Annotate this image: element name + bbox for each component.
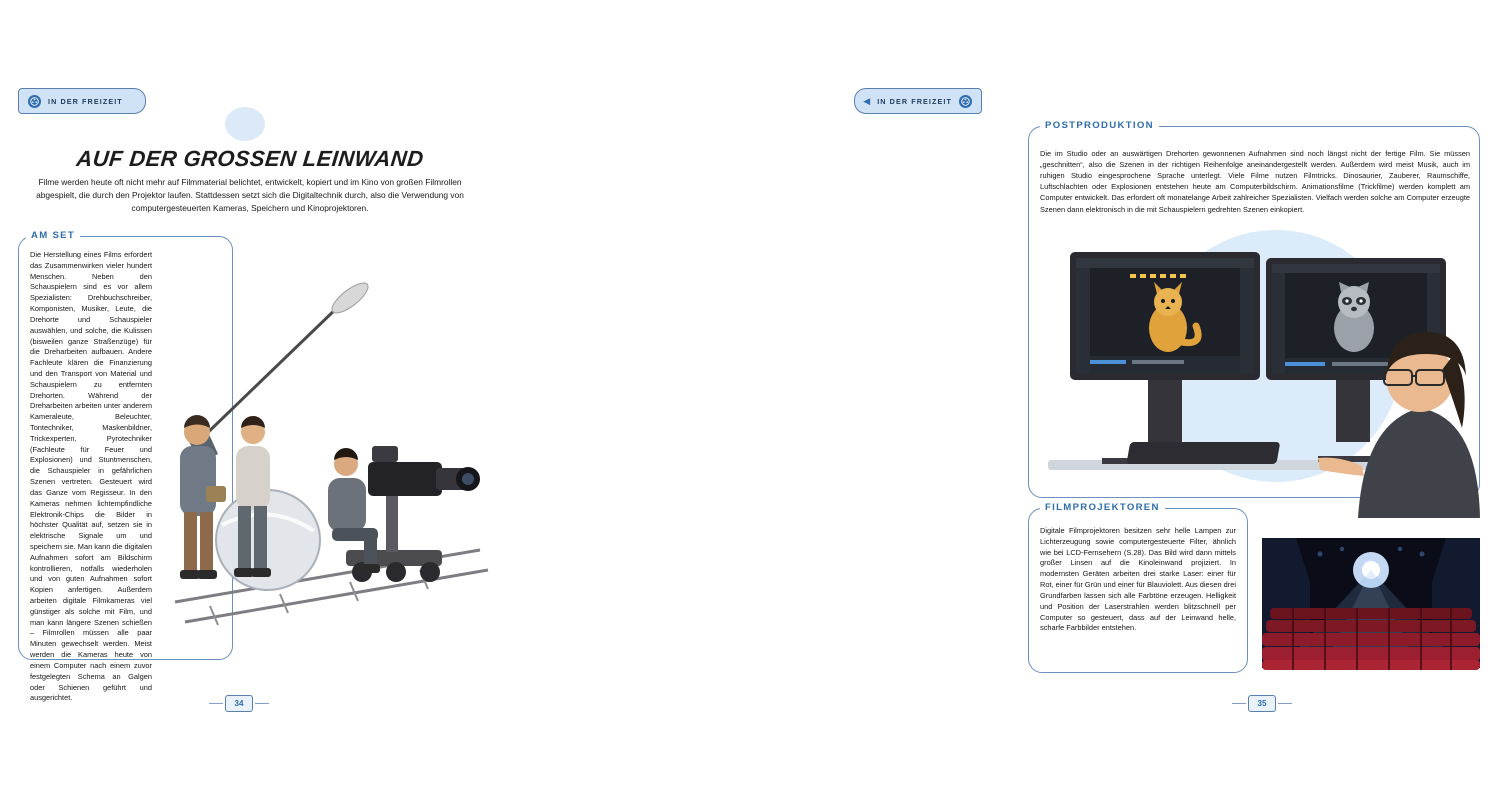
film-reel-icon <box>959 95 972 108</box>
section-ribbon-right[interactable] <box>854 88 982 114</box>
animation-workstation-illustration <box>1018 228 1488 518</box>
left-page <box>0 0 500 800</box>
right-page <box>500 0 1470 800</box>
cinema-auditorium-photo <box>1262 538 1480 668</box>
clapperboard-icon <box>222 101 268 143</box>
section-title-postproduktion: POSTPRODUKTION <box>1040 120 1159 131</box>
page-title: AUF DER GROSSEN LEINWAND <box>75 146 425 171</box>
ribbon-label-left: IN DER FREIZEIT <box>48 96 123 106</box>
page-number-right: 35 <box>1248 695 1276 712</box>
arrow-left-icon: ◀ <box>863 95 871 106</box>
intro-paragraph: Filme werden heute oft nicht mehr auf Filmmaterial belichtet, entwickelt, kopiert und im Kino von großen Filmrollen abgespielt, die durch den Projektor laufen. Stattdessen setzt sich die Digitaltechnik durch, also die Verwendung von computergesteuerten Kameras, Speichern und Kinoprojektoren. <box>36 177 464 213</box>
section-text-am-set: Die Herstellung eines Films erfordert das Zusammenwirken vieler hundert Menschen. Neben den Schauspielern sind es vor allem Spezialisten: Drehbuchschreiber, Komponisten, Musiker, Leute, die Drehorte und Schauspieler auswählen, und solche, die Kulissen (bisweilen ganze Straßenzüge) für die Dreharbeiten aufbauen. Andere Fachleute klären die Finanzierung und den Transport von Material und Schauspielern zu entfernten Drehorten. Während der Dreharbeiten arbeiten unter anderem Kameraleute, Beleuchter, Tontechniker, Maskenbildner, Trickexperten, Pyrotechniker (Fachleute für Feuer und Explosionen) und Stuntmenschen, die Schauspieler in gefährlichen Szenen vertreten. Gesteuert wird das Ganze vom Regisseur. In den Kameras nehmen lichtempfindliche Elektronik-Chips die Bilder in höchster Qualität auf, setzen sie in elektrische Signale um und speichern sie. Man kann die digitalen Aufnahmen sofort am Bildschirm kontrollieren, notfalls wiederholen und von guten Aufnahmen sofort Kopien anfertigen. Außerdem arbeiten digitale Filmkameras viel günstiger als solche mit Film, und man kann längere Szenen schießen – Filmrollen müssen alle paar Minuten gewechselt werden. Meist werden die Kameras heute von einem Computer nach einem zuvor festgelegten Schema an Galgen oder Schienen geführt und ausgerichtet. <box>30 250 152 703</box>
film-reel-icon <box>28 95 41 108</box>
ribbon-label-right: IN DER FREIZEIT <box>877 96 952 106</box>
page-number-left: 34 <box>225 695 253 712</box>
section-text-filmprojektoren: Digitale Filmprojektoren besitzen sehr helle Lampen zur Lichterzeugung sowie computergesteuerte Filter, ähnlich wie bei LCD-Fernsehern (S.28). Das Bild wird dann mittels großer Linsen auf die Kinoleinwand projiziert. In modernsten Geräten arbeiten drei starke Laser: einer für Rot, einer für Grün und einer für Blauviolett. Aus diesen drei Grundfarben lassen sich alle Farbtöne erzeugen. Helligkeit und Position der Laserstrahlen werden blitzschnell per Computer so gesteuert, dass auf der Leinwand helle, scharfe Farbbilder entstehen. <box>1040 526 1236 633</box>
section-title-am-set: AM SET <box>26 230 80 241</box>
section-title-filmprojektoren: FILMPROJEKTOREN <box>1040 502 1165 513</box>
film-set-illustration <box>150 250 490 660</box>
section-ribbon-left[interactable] <box>18 88 146 114</box>
section-text-postproduktion: Die im Studio oder an auswärtigen Drehorten gewonnenen Aufnahmen sind noch längst nicht der fertige Film. Sie müssen „geschnitten“, also die Szenen in der richtigen Reihenfolge aneinandergestellt werden. Außerdem wird meist Musik, auch im ruhigen Studio eingesprochene Sprache unterlegt. Viele Filme nutzen Filmtricks. Dinosaurier, Zauberer, Raumschiffe, Luftschlachten oder Explosionen entstehen heute am Computerbildschirm. Animationsfilme (Trickfilme) werden komplett am Computer entwickelt. Das erfordert oft monatelange Arbeit zahlreicher Spezialisten. Vielfach werden solche am Computer erzeugte Szenen dann elektronisch in die mit Schauspielern gedrehten Szenen einkopiert. <box>1040 149 1470 214</box>
